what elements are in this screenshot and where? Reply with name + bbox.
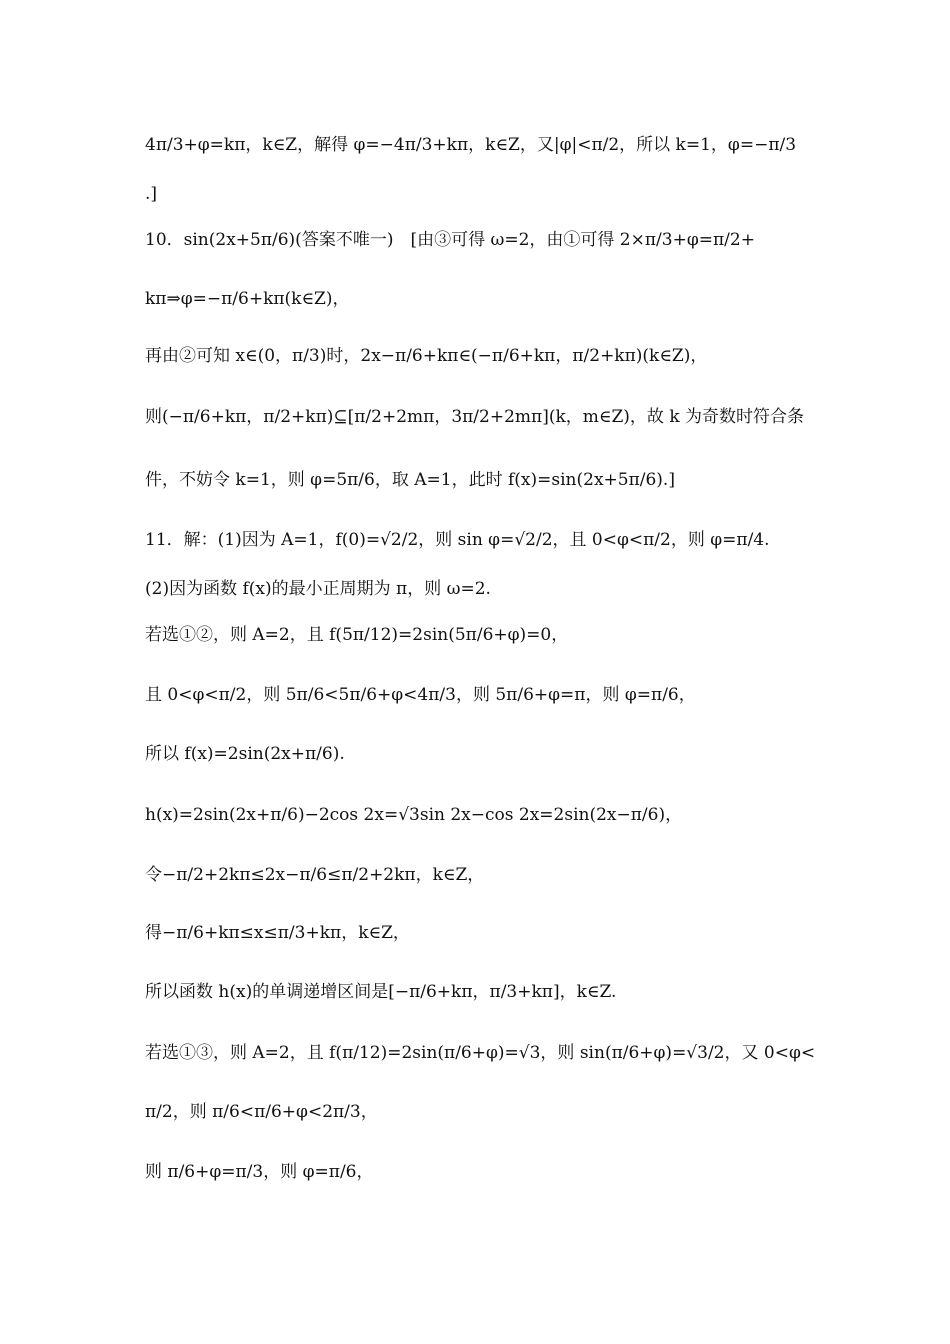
text-line-17: 若选①③，则 A=2，且 f(π/12)=2sin(π/6+φ)=√3，则 sin(π/6+φ)=√3/2，又 0<φ< — [145, 1043, 816, 1063]
text-line-13: h(x)=2sin(2x+π/6)−2cos 2x=√3sin 2x−cos 2x=2sin(2x−π/6)， — [145, 805, 683, 825]
text-line-7: 件，不妨令 k=1，则 φ=5π/6，取 A=1，此时 f(x)=sin(2x+5π/6).] — [145, 470, 675, 490]
text-line-8: 11．解：(1)因为 A=1，f(0)=√2/2，则 sin φ=√2/2，且 0<φ<π/2，则 φ=π/4. — [145, 530, 770, 550]
text-line-3: 10．sin(2x+5π/6)(答案不唯一) [由③可得 ω=2，由①可得 2×π/3+φ=π/2+ — [145, 230, 755, 250]
text-line-2: .] — [145, 184, 158, 204]
text-line-4: kπ⇒φ=−π/6+kπ(k∈Z)， — [145, 289, 350, 309]
text-line-14: 令−π/2+2kπ≤2x−π/6≤π/2+2kπ，k∈Z， — [145, 865, 485, 885]
text-line-15: 得−π/6+kπ≤x≤π/3+kπ，k∈Z， — [145, 923, 410, 943]
text-line-1: 4π/3+φ=kπ，k∈Z，解得 φ=−4π/3+kπ，k∈Z，又|φ|<π/2，所以 k=1，φ=−π/3 — [145, 135, 797, 155]
text-line-6: 则(−π/6+kπ，π/2+kπ)⊆[π/2+2mπ，3π/2+2mπ](k，m∈Z)，故 k 为奇数时符合条 — [145, 407, 805, 427]
text-line-5: 再由②可知 x∈(0，π/3)时，2x−π/6+kπ∈(−π/6+kπ，π/2+kπ)(k∈Z)， — [145, 346, 708, 366]
text-line-10: 若选①②，则 A=2，且 f(5π/12)=2sin(5π/6+φ)=0， — [145, 625, 569, 645]
text-line-16: 所以函数 h(x)的单调递增区间是[−π/6+kπ，π/3+kπ]，k∈Z. — [145, 982, 617, 1002]
text-line-12: 所以 f(x)=2sin(2x+π/6). — [145, 744, 345, 764]
text-line-19: 则 π/6+φ=π/3，则 φ=π/6， — [145, 1162, 374, 1182]
text-line-9: (2)因为函数 f(x)的最小正周期为 π，则 ω=2. — [145, 579, 491, 599]
text-line-18: π/2，则 π/6<π/6+φ<2π/3， — [145, 1102, 378, 1122]
text-line-11: 且 0<φ<π/2，则 5π/6<5π/6+φ<4π/3，则 5π/6+φ=π，则 φ=π/6， — [145, 685, 696, 705]
